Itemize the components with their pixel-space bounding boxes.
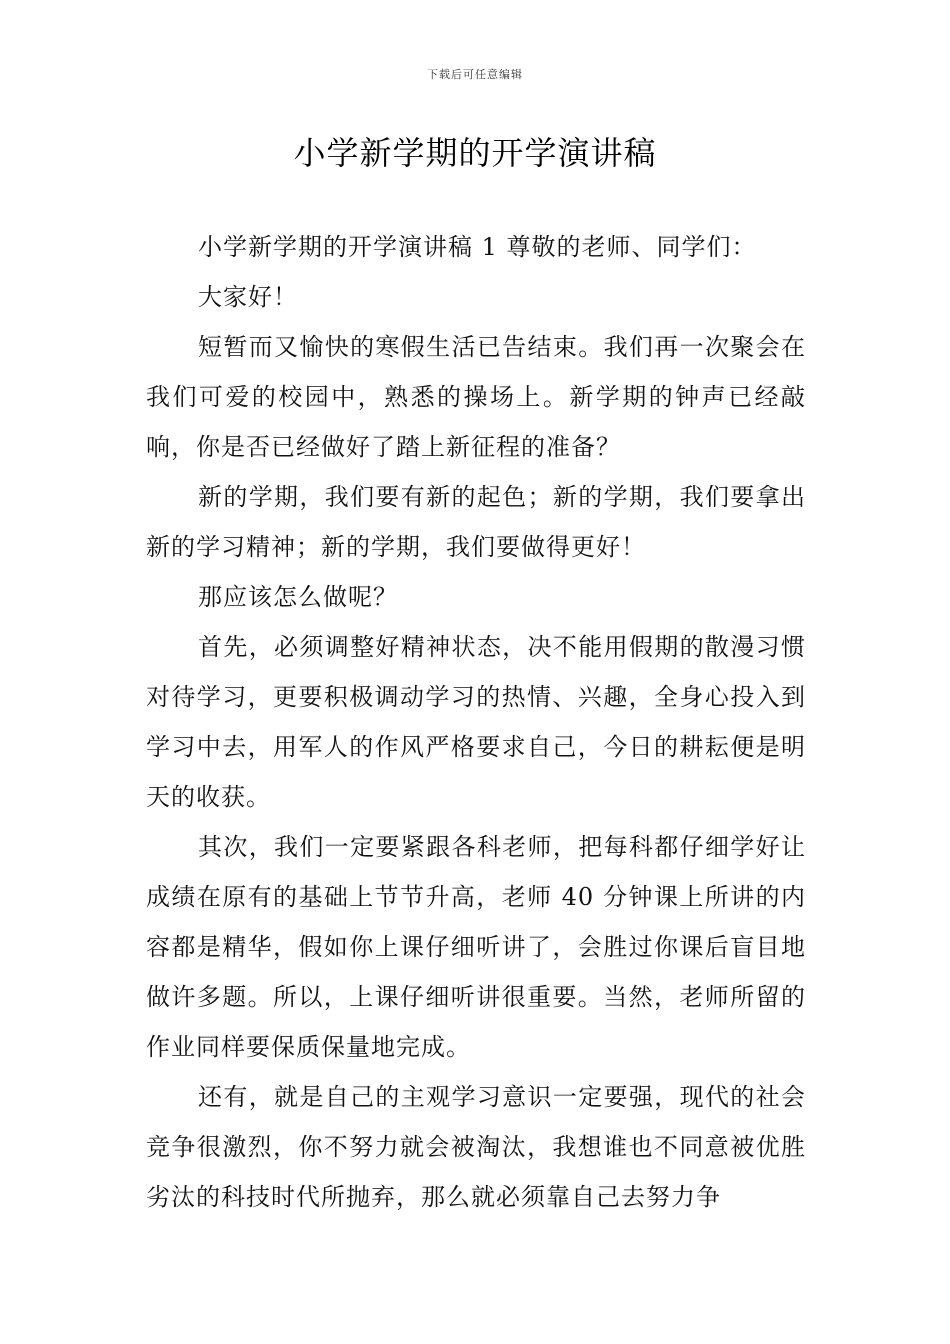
paragraph-hello: 大家好！	[198, 283, 298, 311]
paragraph-third: 还有，就是自己的主观学习意识一定要强，现代的社会竞争很激烈，你不努力就会被淘汰，我想谁也不同意被优胜劣汰的科技时代所抛弃，那么就必须靠自己去努力争	[146, 1083, 806, 1211]
paragraph-second: 其次，我们一定要紧跟各科老师，把每科都仔细学好让成绩在原有的基础上节节升高，老师 40 分钟课上所讲的内容都是精华，假如你上课仔细听讲了，会胜过你课后盲目地做许多题。所以，上课仔细听讲很重要。当然，老师所留的作业同样要保质保量地完成。	[146, 833, 806, 1061]
paragraph-winter-break: 短暂而又愉快的寒假生活已告结束。我们再一次聚会在我们可爱的校园中，熟悉的操场上。新学期的钟声已经敲响，你是否已经做好了踏上新征程的准备？	[146, 333, 806, 461]
paragraph-question: 那应该怎么做呢？	[198, 583, 398, 611]
paragraph-first: 首先，必须调整好精神状态，决不能用假期的散漫习惯对待学习，更要积极调动学习的热情、兴趣，全身心投入到学习中去，用军人的作风严格要求自己，今日的耕耘便是明天的收获。	[146, 633, 806, 811]
paragraph-greeting-line: 小学新学期的开学演讲稿 1 尊敬的老师、同学们：	[198, 233, 757, 261]
paragraph-new-semester: 新的学期，我们要有新的起色；新的学期，我们要拿出新的学习精神；新的学期，我们要做得更好！	[146, 483, 806, 561]
document-body	[146, 222, 806, 1222]
header-note: 下载后可任意编辑	[427, 68, 523, 81]
document-title: 小学新学期的开学演讲稿	[293, 134, 657, 172]
